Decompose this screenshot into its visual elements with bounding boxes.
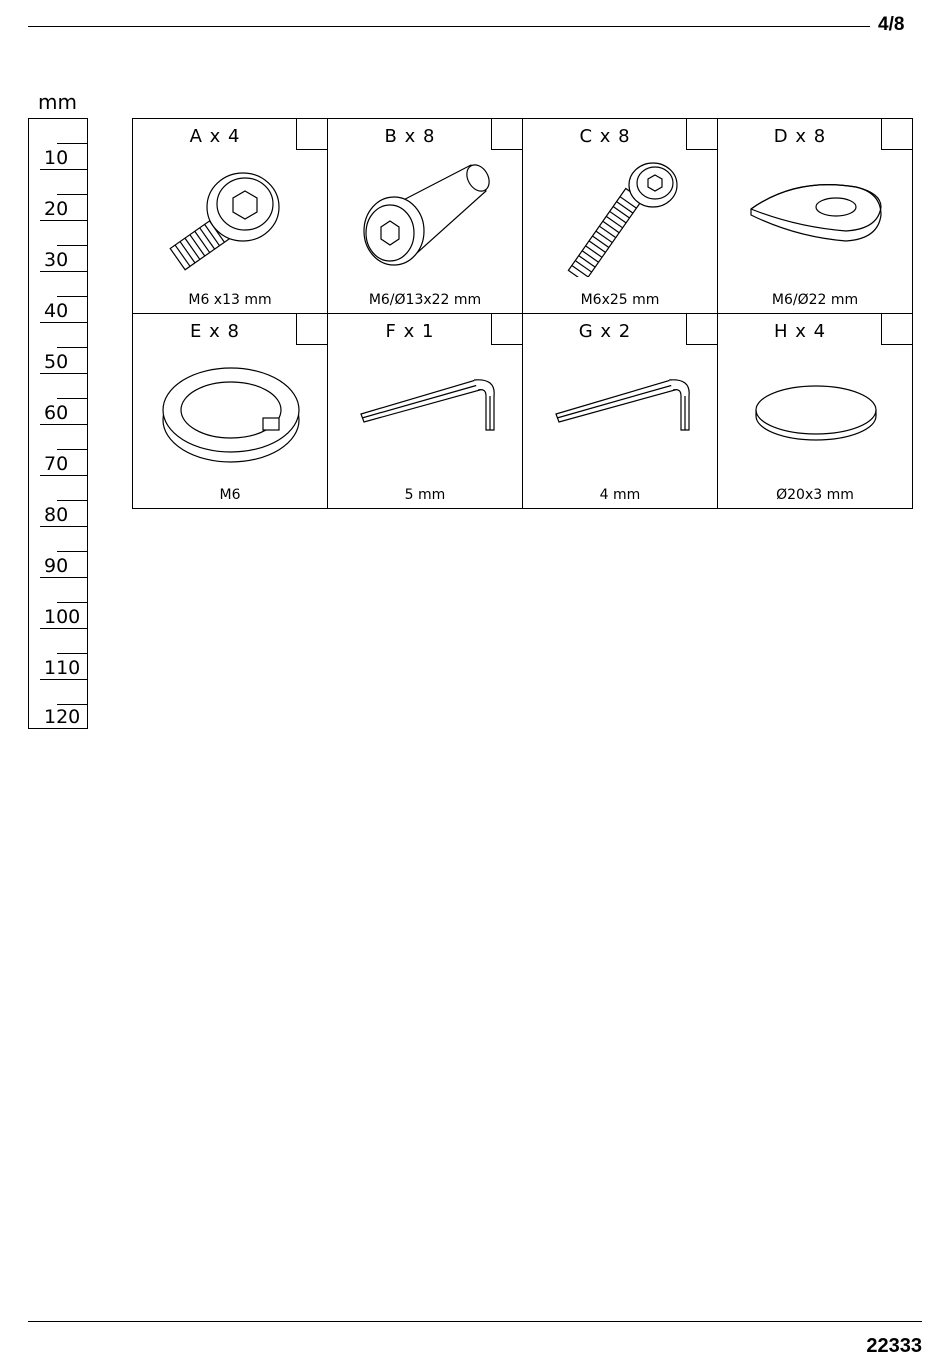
- part-card-g: [522, 313, 718, 509]
- allen-key-icon: [346, 352, 506, 472]
- ruler-tick: [40, 628, 87, 629]
- ruler-label: 110: [44, 657, 81, 679]
- part-size: M6 x13 mm: [188, 292, 272, 308]
- ruler-label: 80: [44, 504, 69, 526]
- part-size: M6: [219, 487, 241, 503]
- footer-rule: [28, 1321, 922, 1322]
- round-pad-icon: [736, 352, 896, 472]
- pan-head-screw-icon: [151, 157, 311, 277]
- part-quantity: E x 8: [190, 321, 240, 342]
- part-checkbox[interactable]: [686, 118, 718, 150]
- ruler-tick: [40, 220, 87, 221]
- part-size: Ø20x3 mm: [776, 487, 854, 503]
- part-card-b: [327, 118, 523, 314]
- ruler-tick: [57, 602, 87, 603]
- ruler-tick: [40, 526, 87, 527]
- part-checkbox[interactable]: [881, 313, 913, 345]
- cap-screw-icon: [541, 157, 701, 277]
- part-size: 5 mm: [404, 487, 446, 503]
- ruler-tick: [57, 398, 87, 399]
- ruler-tick: [40, 373, 87, 374]
- part-quantity: F x 1: [385, 321, 435, 342]
- ruler-tick: [57, 653, 87, 654]
- ruler-tick: [57, 347, 87, 348]
- ruler-label: 100: [44, 606, 81, 628]
- ruler-tick: [57, 449, 87, 450]
- part-quantity: H x 4: [773, 321, 827, 342]
- part-card-f: [327, 313, 523, 509]
- part-size: M6/Ø22 mm: [771, 292, 859, 308]
- ruler-label: 90: [44, 555, 69, 577]
- part-quantity: A x 4: [189, 126, 241, 147]
- ruler-tick: [57, 194, 87, 195]
- part-card-h: [717, 313, 913, 509]
- ruler-tick: [40, 169, 87, 170]
- ruler-tick: [40, 271, 87, 272]
- part-card-e: [132, 313, 328, 509]
- part-checkbox[interactable]: [296, 118, 328, 150]
- ruler-tick: [40, 679, 87, 680]
- part-card-d: [717, 118, 913, 314]
- ruler-label: 50: [44, 351, 69, 373]
- ruler-tick: [57, 296, 87, 297]
- ruler-label: 60: [44, 402, 69, 424]
- connector-sleeve-icon: [346, 157, 506, 277]
- part-quantity: G x 2: [578, 321, 632, 342]
- spring-washer-icon: [151, 352, 311, 472]
- page-number: 4/8: [878, 14, 905, 35]
- ruler-tick: [57, 704, 87, 705]
- ruler-label: 120: [44, 706, 81, 728]
- allen-key-icon: [541, 352, 701, 472]
- mm-ruler: [28, 118, 88, 729]
- part-quantity: D x 8: [773, 126, 827, 147]
- part-checkbox[interactable]: [491, 313, 523, 345]
- part-checkbox[interactable]: [491, 118, 523, 150]
- ruler-tick: [40, 322, 87, 323]
- part-card-a: [132, 118, 328, 314]
- ruler-tick: [57, 551, 87, 552]
- ruler-tick: [57, 143, 87, 144]
- ruler-tick: [40, 424, 87, 425]
- part-card-c: [522, 118, 718, 314]
- part-quantity: B x 8: [384, 126, 436, 147]
- hardware-parts-grid: [132, 118, 912, 508]
- header-rule: [28, 26, 870, 27]
- ruler-label: 20: [44, 198, 69, 220]
- ruler-unit-label: mm: [38, 90, 77, 114]
- ruler-tick: [40, 475, 87, 476]
- part-size: M6/Ø13x22 mm: [368, 292, 482, 308]
- ruler-label: 10: [44, 147, 69, 169]
- ruler-label: 30: [44, 249, 69, 271]
- part-checkbox[interactable]: [881, 118, 913, 150]
- document-number: 22333: [866, 1335, 922, 1357]
- ruler-tick: [57, 245, 87, 246]
- part-quantity: C x 8: [579, 126, 631, 147]
- teardrop-washer-icon: [736, 157, 896, 277]
- part-checkbox[interactable]: [686, 313, 718, 345]
- ruler-label: 40: [44, 300, 69, 322]
- ruler-label: 70: [44, 453, 69, 475]
- ruler-tick: [57, 500, 87, 501]
- part-size: 4 mm: [599, 487, 641, 503]
- part-checkbox[interactable]: [296, 313, 328, 345]
- ruler-tick: [40, 577, 87, 578]
- part-size: M6x25 mm: [580, 292, 660, 308]
